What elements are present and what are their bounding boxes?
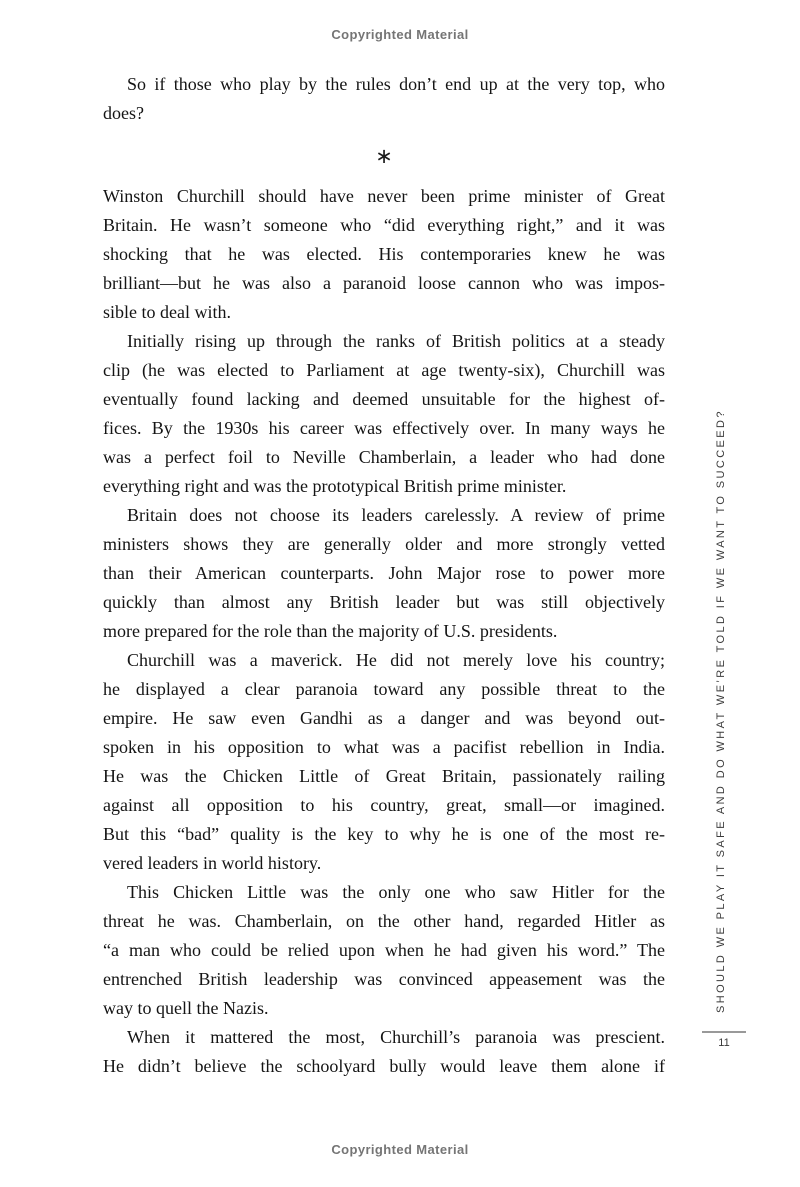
- copyright-banner-top: Copyrighted Material: [331, 27, 469, 42]
- body-line: entrenched British leadership was convinced appeasement was the: [103, 969, 665, 989]
- section-separator-asterisk: ∗: [375, 144, 393, 168]
- paragraph: [103, 646, 665, 878]
- body-line: brilliant—but he was also a paranoid loose cannon who was impos-: [103, 273, 665, 293]
- copyright-banner-bottom: Copyrighted Material: [331, 1142, 469, 1157]
- body-line: Churchill was a maverick. He did not merely love his country;: [127, 650, 665, 670]
- body-line: ministers shows they are generally older and more strongly vetted: [103, 534, 665, 554]
- body-line: shocking that he was elected. His contemporaries knew he was: [103, 244, 665, 264]
- body-line: against all opposition to his country, great, small—or imagined.: [103, 795, 665, 815]
- body-line: everything right and was the prototypical British prime minister.: [103, 476, 567, 496]
- sidebar-vertical-title: SHOULD WE PLAY IT SAFE AND DO WHAT WE’RE TOLD IF WE WANT TO SUCCEED?: [715, 409, 727, 1013]
- paragraph: [103, 1023, 665, 1081]
- body-line: He was the Chicken Little of Great Britain, passionately railing: [103, 766, 665, 786]
- body-line: So if those who play by the rules don’t end up at the very top, who: [127, 74, 665, 94]
- body-line: he displayed a clear paranoia toward any possible threat to the: [103, 679, 665, 699]
- body-line: He didn’t believe the schoolyard bully would leave them alone if: [103, 1056, 665, 1076]
- body-line: Britain. He wasn’t someone who “did everything right,” and it was: [103, 215, 665, 235]
- body-line: “a man who could be relied upon when he had given his word.” The: [103, 940, 665, 960]
- body-line: Winston Churchill should have never been prime minister of Great: [103, 186, 665, 206]
- body-line: clip (he was elected to Parliament at age twenty-six), Churchill was: [103, 360, 665, 380]
- body-line: quickly than almost any British leader but was still objectively: [103, 592, 665, 612]
- body-line: eventually found lacking and deemed unsuitable for the highest of-: [103, 389, 665, 409]
- body-line: Initially rising up through the ranks of British politics at a steady: [127, 331, 665, 351]
- body-line: When it mattered the most, Churchill’s paranoia was prescient.: [127, 1027, 665, 1047]
- paragraph: [103, 70, 665, 128]
- body-line: spoken in his opposition to what was a pacifist rebellion in India.: [103, 737, 665, 757]
- body-line: This Chicken Little was the only one who saw Hitler for the: [127, 882, 665, 902]
- body-line: empire. He saw even Gandhi as a danger and was beyond out-: [103, 708, 665, 728]
- body-line: Britain does not choose its leaders carelessly. A review of prime: [127, 505, 665, 525]
- body-line: way to quell the Nazis.: [103, 998, 269, 1018]
- body-line: threat he was. Chamberlain, on the other hand, regarded Hitler as: [103, 911, 665, 931]
- page-number: 11: [718, 1037, 730, 1049]
- paragraph: [103, 878, 665, 1023]
- body-line: fices. By the 1930s his career was effectively over. In many ways he: [103, 418, 665, 438]
- body-line: vered leaders in world history.: [103, 853, 322, 873]
- body-line: But this “bad” quality is the key to why he is one of the most re-: [103, 824, 665, 844]
- body-text: [103, 70, 665, 1081]
- paragraph: [103, 501, 665, 646]
- body-line: was a perfect foil to Neville Chamberlain, a leader who had done: [103, 447, 665, 467]
- paragraph: [103, 182, 665, 327]
- paragraph: [103, 327, 665, 501]
- body-line: sible to deal with.: [103, 302, 231, 322]
- body-line: does?: [103, 103, 144, 123]
- body-line: than their American counterparts. John Major rose to power more: [103, 563, 665, 583]
- body-line: more prepared for the role than the majority of U.S. presidents.: [103, 621, 558, 641]
- page-number-rule: [702, 1031, 746, 1033]
